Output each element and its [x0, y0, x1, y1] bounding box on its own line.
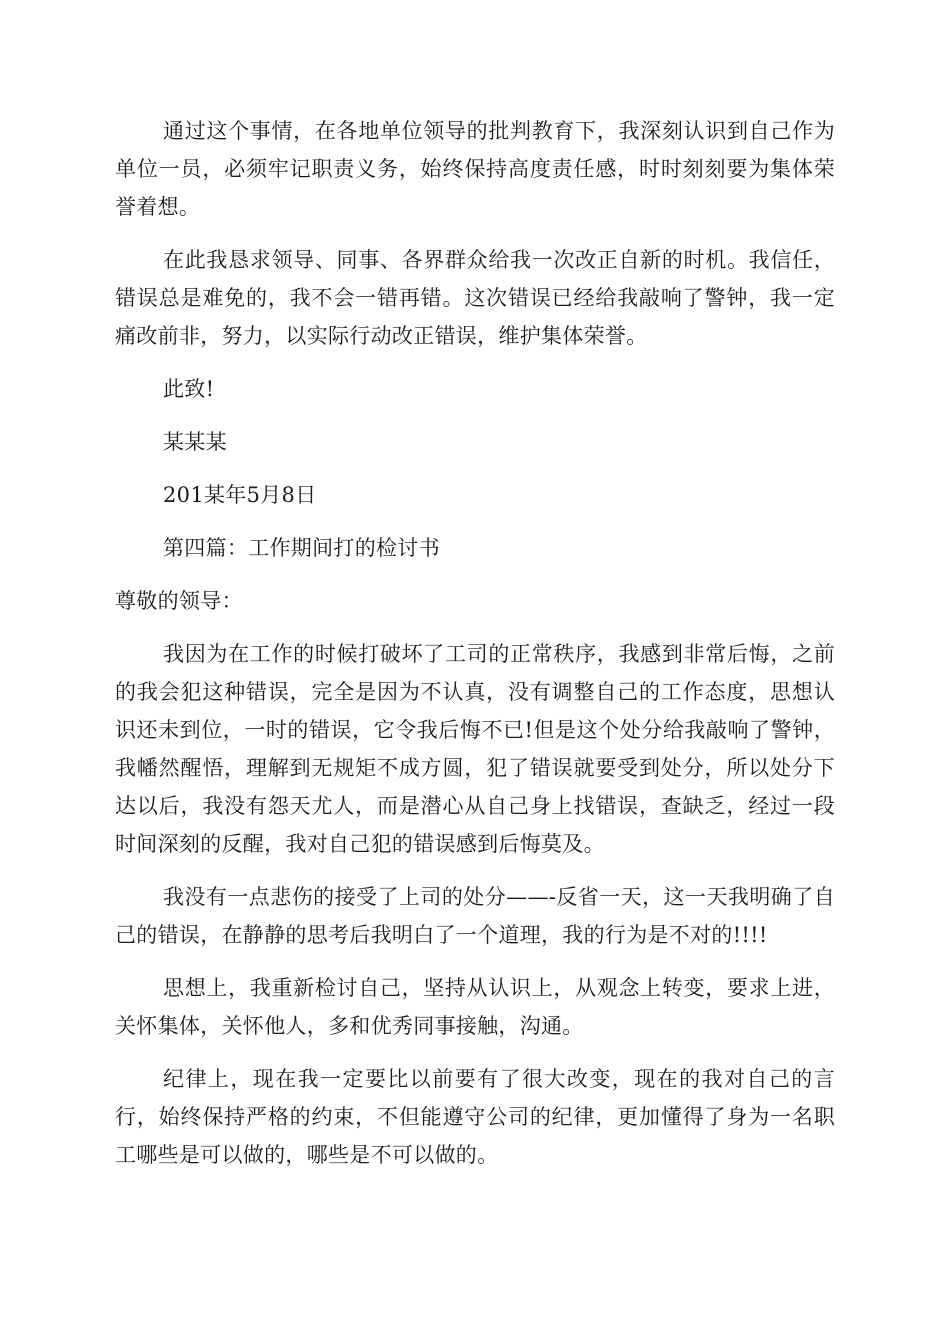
- paragraph-acceptance: 我没有一点悲伤的接受了上司的处分——-反省一天，这一天我明确了自己的错误，在静静的思考后我明白了一个道理，我的行为是不对的!!!!: [115, 885, 835, 947]
- paragraph-discipline: 纪律上，现在我一定要比以前要有了很大改变，现在的我对自己的言行，始终保持严格的约束，不但能遵守公司的纪律，更加懂得了身为一名职工哪些是可以做的，哪些是不可以做的。: [115, 1067, 835, 1167]
- section-heading: 第四篇：工作期间打的检讨书: [163, 536, 440, 560]
- signature-date: 201某年5月8日: [163, 483, 317, 507]
- signature-name: 某某某: [163, 430, 227, 454]
- paragraph-request-chance: 在此我恳求领导、同事、各界群众给我一次改正自新的时机。我信任，错误总是难免的，我不会一错再错。这次错误已经给我敲响了警钟，我一定痛改前非，努力，以实际行动改正错误，维护集体荣誉。: [115, 248, 835, 348]
- paragraph-mistake: 我因为在工作的时候打破坏了工司的正常秩序，我感到非常后悔，之前的我会犯这种错误，完全是因为不认真，没有调整自己的工作态度，思想认识还未到位，一时的错误，它令我后悔不已!但是这个处分给我敲响了警钟，我幡然醒悟，理解到无规矩不成方圆，犯了错误就要受到处分，所以处分下达以后，我没有怨天尤人，而是潜心从自己身上找错误，查缺乏，经过一段时间深刻的反醒，我对自己犯的错误感到后悔莫及。: [115, 642, 835, 856]
- greeting: 尊敬的领导：: [115, 589, 243, 613]
- paragraph-responsibility: 通过这个事情，在各地单位领导的批判教育下，我深刻认识到自己作为单位一员，必须牢记职责义务，始终保持高度责任感，时时刻刻要为集体荣誉着想。: [115, 119, 835, 219]
- closing-salutation: 此致!: [163, 377, 215, 401]
- paragraph-thought: 思想上，我重新检讨自己，坚持从认识上，从观念上转变，要求上进，关怀集体，关怀他人，多和优秀同事接触，沟通。: [115, 976, 835, 1038]
- document-body: [115, 112, 835, 1189]
